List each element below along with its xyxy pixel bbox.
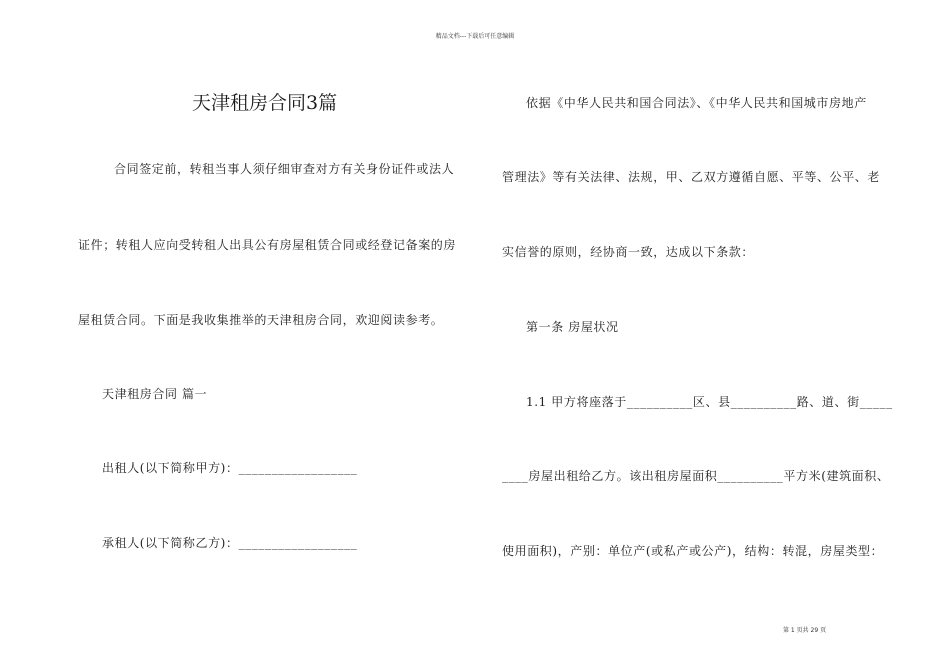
intro-line-2: 证件；转租人应向受转租人出具公有房屋租赁合同或经登记备案的房 bbox=[78, 238, 457, 252]
right-line-5: 1.1 甲方将座落于__________区、县__________路、道、街_____ bbox=[526, 395, 893, 409]
intro-line-1: 合同签定前，转租当事人须仔细审查对方有关身份证件或法人 bbox=[114, 162, 455, 176]
intro-line-3: 屋租赁合同。下面是我收集推举的天津租房合同，欢迎阅读参考。 bbox=[78, 313, 444, 327]
header-note: 精品文档---下载后可任意编辑 bbox=[435, 33, 515, 40]
section-heading: 天津租房合同 篇一 bbox=[102, 387, 208, 401]
page-number: 第 1 页共 29 页 bbox=[783, 627, 827, 634]
lessee-line: 承租人(以下简称乙方)：__________________ bbox=[102, 536, 358, 550]
article-one-heading: 第一条 房屋状况 bbox=[526, 320, 619, 334]
right-line-3: 实信誉的原则，经协商一致，达成以下条款： bbox=[502, 245, 755, 259]
right-line-6: ____房屋出租给乙方。该出租房屋面积__________平方米(建筑面积、 bbox=[502, 469, 890, 483]
right-line-7: 使用面积)，产别：单位产(或私产或公产)，结构：转混，房屋类型： bbox=[502, 544, 884, 558]
document-title: 天津租房合同3篇 bbox=[192, 92, 338, 114]
right-line-2: 管理法》等有关法律、法规，甲、乙双方遵循自愿、平等、公平、老 bbox=[502, 170, 881, 184]
lessor-line: 出租人(以下简称甲方)：__________________ bbox=[102, 461, 358, 475]
right-line-1: 依据《中华人民共和国合同法》、《中华人民共和国城市房地产 bbox=[526, 96, 867, 110]
